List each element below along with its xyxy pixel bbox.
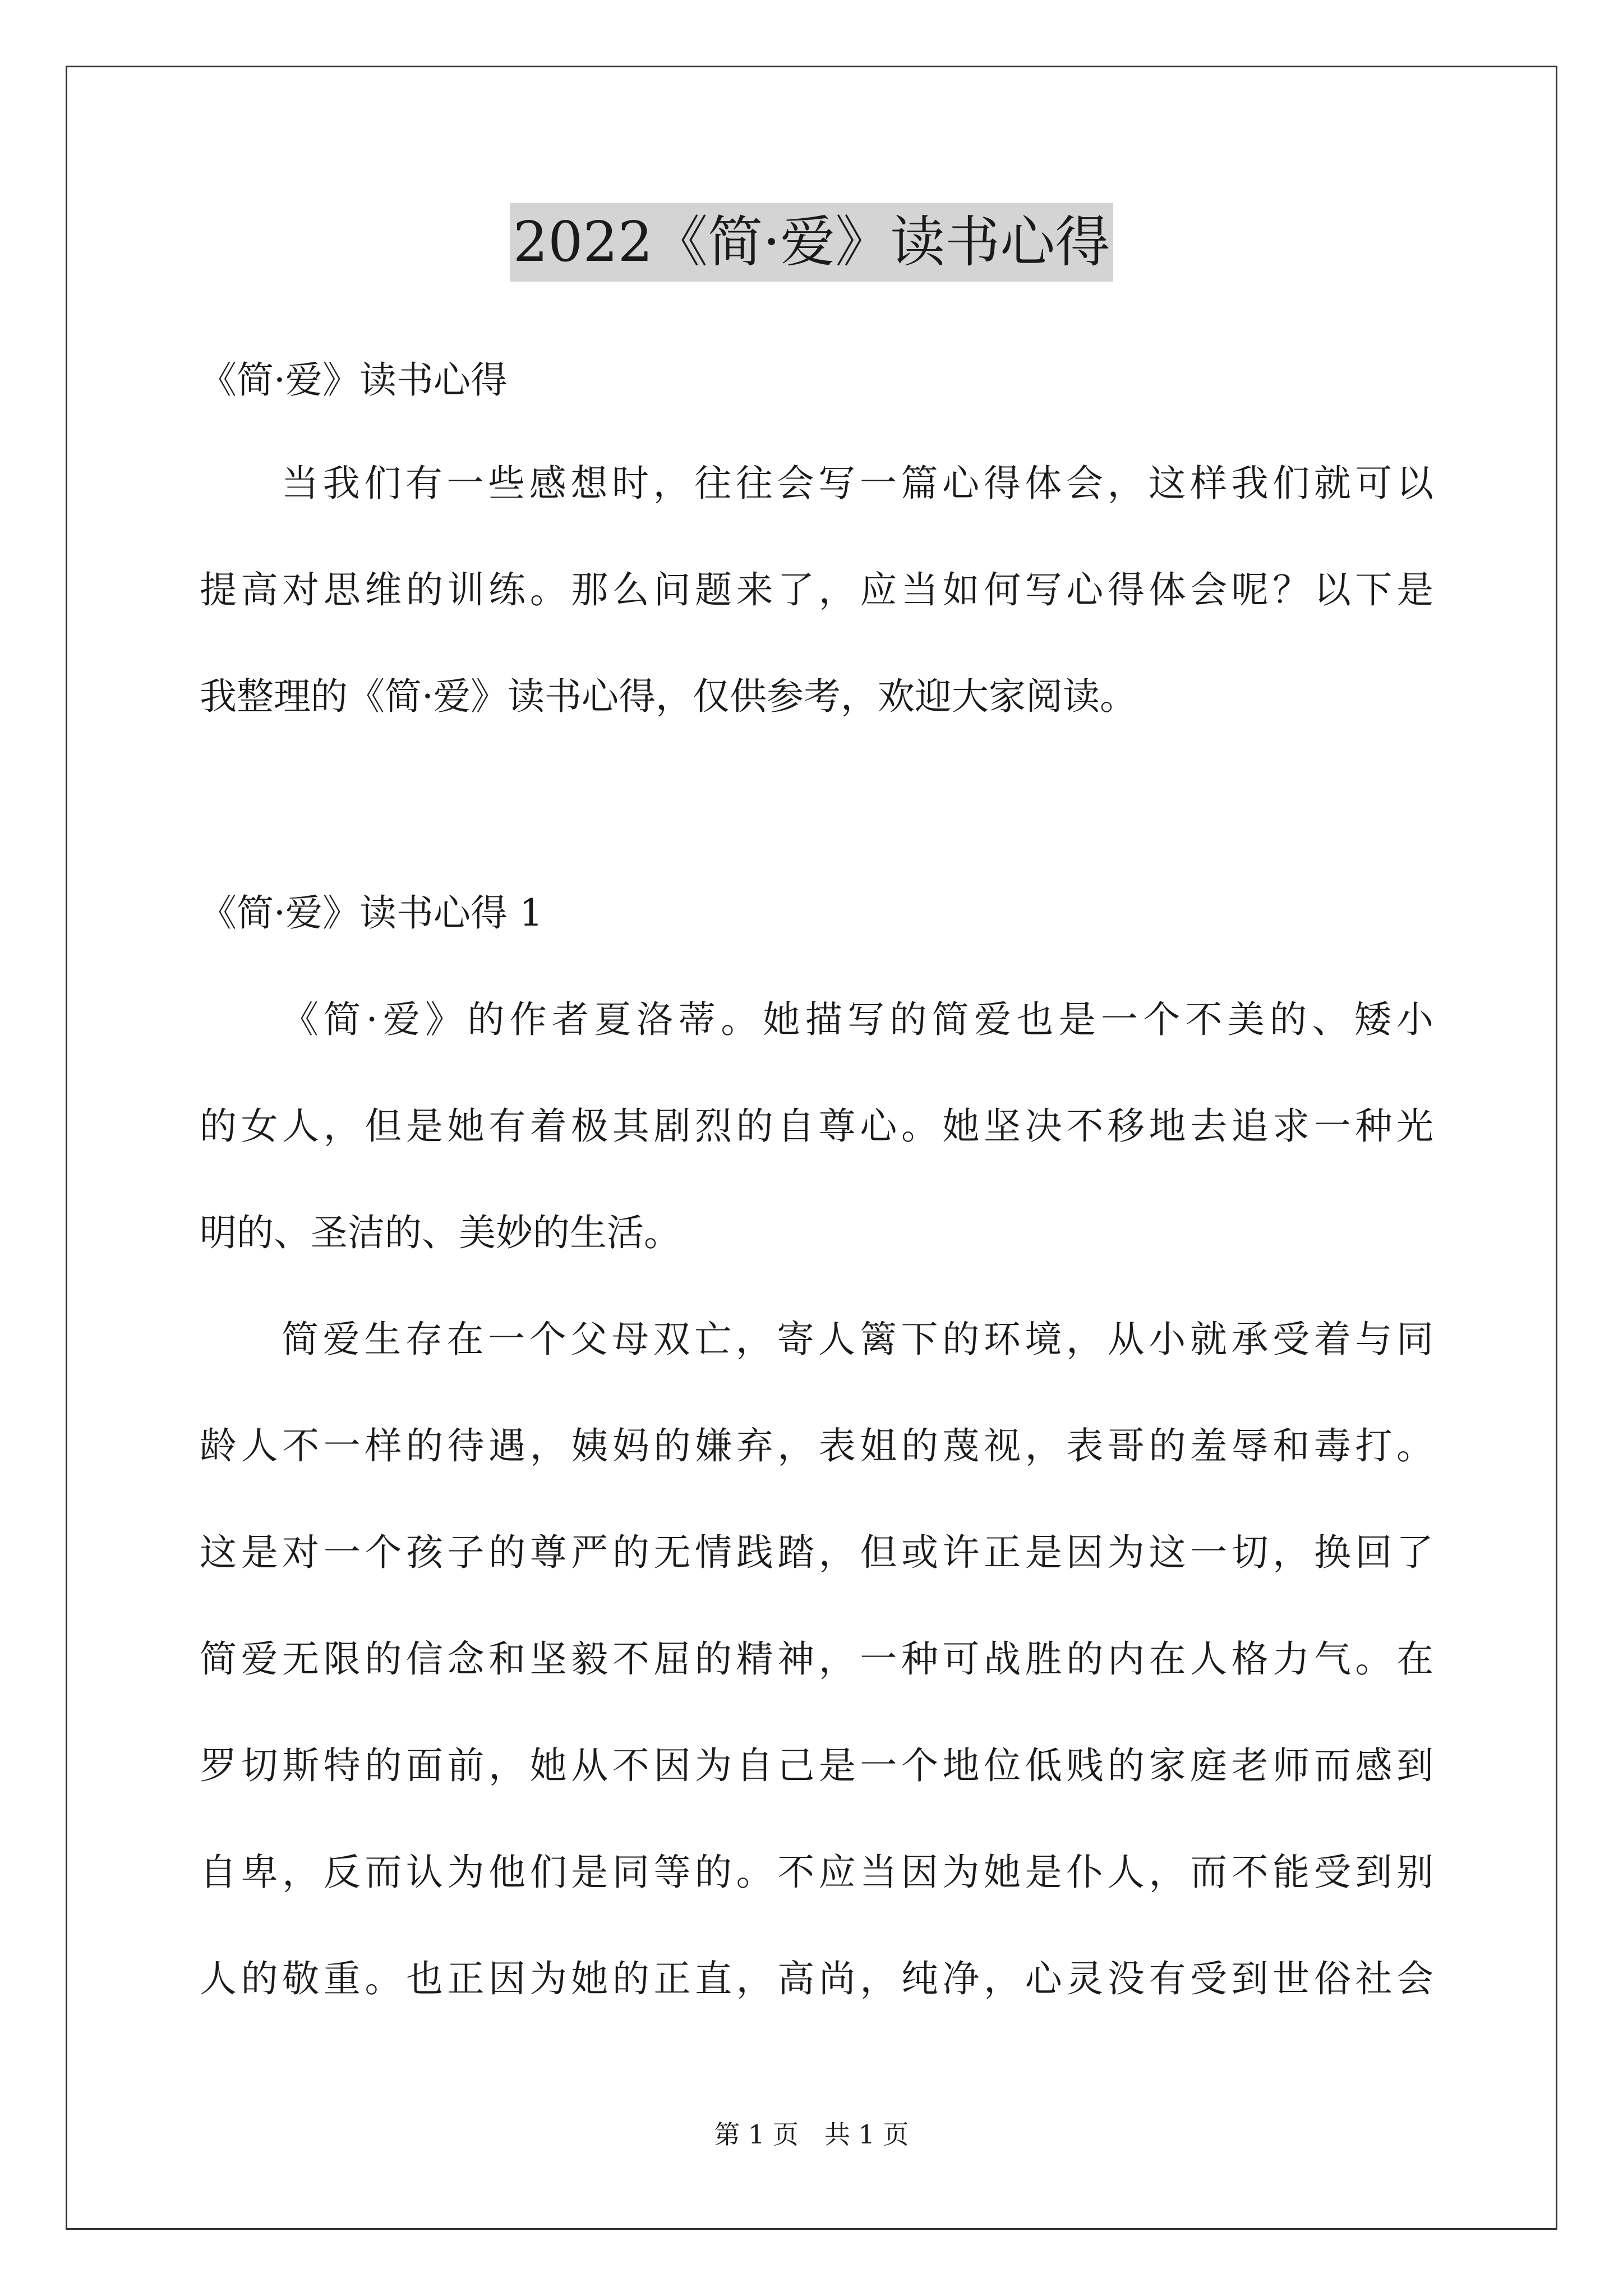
para2-line-7: 人的敬重。也正因为她的正直，高尚，纯净，心灵没有受到世俗社会 [200, 1957, 1433, 2000]
para2-line-5: 罗切斯特的面前，她从不因为自己是一个地位低贱的家庭老师而感到 [200, 1744, 1433, 1787]
intro-line-3: 我整理的《简·爱》读书心得，仅供参考，欢迎大家阅读。 [200, 675, 1137, 718]
para2-line-4: 简爱无限的信念和坚毅不屈的精神，一种可战胜的内在人格力气。在 [200, 1637, 1433, 1681]
document-subtitle: 《简·爱》读书心得 [200, 358, 508, 402]
page-footer: 第 1 页 共 1 页 [714, 2119, 909, 2150]
document-title-block [0, 203, 1623, 282]
intro-line-2: 提高对思维的训练。那么问题来了，应当如何写心得体会呢？以下是 [200, 568, 1433, 611]
para1-line-3: 明的、圣洁的、美妙的生活。 [200, 1211, 681, 1254]
para1-line-1: 《简·爱》的作者夏洛蒂。她描写的简爱也是一个不美的、矮小 [282, 998, 1433, 1041]
para2-line-1: 简爱生存在一个父母双亡，寄人篱下的环境，从小就承受着与同 [282, 1318, 1433, 1361]
document-title: 2022《简·爱》读书心得 [510, 203, 1114, 282]
para2-line-3: 这是对一个孩子的尊严的无情践踏，但或许正是因为这一切，换回了 [200, 1531, 1433, 1574]
para2-line-6: 自卑，反而认为他们是同等的。不应当因为她是仆人，而不能受到别 [200, 1851, 1433, 1894]
para2-line-2: 龄人不一样的待遇，姨妈的嫌弃，表姐的蔑视，表哥的羞辱和毒打。 [200, 1424, 1433, 1467]
para1-line-2: 的女人，但是她有着极其剧烈的自尊心。她坚决不移地去追求一种光 [200, 1105, 1433, 1148]
section-heading: 《简·爱》读书心得 1 [200, 891, 543, 935]
intro-line-1: 当我们有一些感想时，往往会写一篇心得体会，这样我们就可以 [282, 462, 1433, 505]
